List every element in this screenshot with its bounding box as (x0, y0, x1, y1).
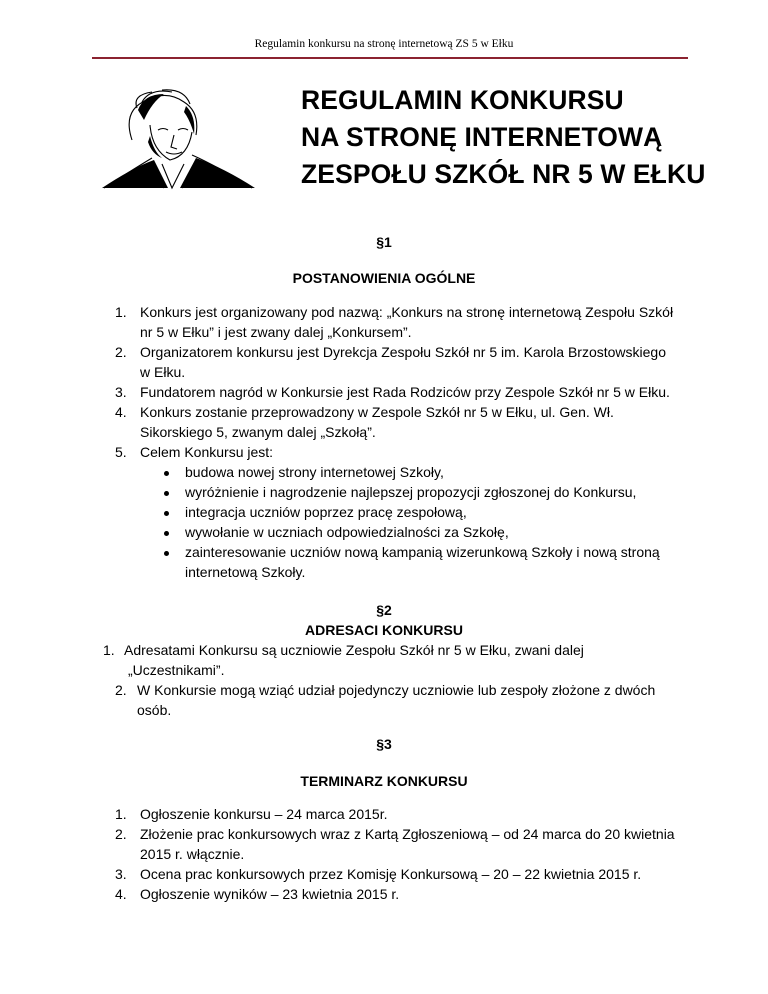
list-item: osób. (137, 702, 172, 718)
list-number: 4. (115, 404, 127, 420)
list-number: 1. (103, 642, 115, 658)
section-symbol: §1 (376, 234, 392, 250)
list-item: Ocena prac konkursowych przez Komisję Konkursową – 20 – 22 kwietnia 2015 r. (140, 866, 642, 882)
title-line: REGULAMIN KONKURSU (301, 85, 624, 115)
bullet-icon (164, 551, 169, 556)
list-item: W Konkursie mogą wziąć udział pojedynczy uczniowie lub zespoły złożone z dwóch (137, 682, 656, 698)
section-heading: POSTANOWIENIA OGÓLNE (292, 270, 476, 286)
bullet-icon (164, 471, 169, 476)
list-item: „Uczestnikami”. (128, 662, 225, 678)
list-item: w Ełku. (140, 364, 186, 380)
list-item: 2015 r. włącznie. (140, 846, 245, 862)
section-symbol: §2 (376, 602, 392, 618)
section-symbol: §3 (376, 736, 392, 752)
bullet-item: budowa nowej strony internetowej Szkoły, (185, 464, 444, 480)
section-heading: TERMINARZ KONKURSU (300, 773, 468, 789)
section-heading: ADRESACI KONKURSU (305, 622, 463, 638)
list-number: 2. (115, 344, 127, 360)
page-header: Regulamin konkursu na stronę internetową ZS 5 w Ełku (254, 38, 514, 50)
list-item: Fundatorem nagród w Konkursie jest Rada Rodziców przy Zespole Szkół nr 5 w Ełku. (140, 384, 670, 400)
bullet-icon (164, 491, 169, 496)
list-number: 1. (115, 304, 127, 320)
list-item: Sikorskiego 5, zwanym dalej „Szkołą”. (140, 424, 376, 440)
list-item: Złożenie prac konkursowych wraz z Kartą Zgłoszeniową – od 24 marca do 20 kwietnia (140, 826, 675, 842)
bullet-icon (164, 511, 169, 516)
bullet-item: internetową Szkoły. (185, 564, 306, 580)
list-item: Celem Konkursu jest: (140, 444, 274, 460)
list-item: Ogłoszenie wyników – 23 kwietnia 2015 r. (140, 886, 400, 902)
bullet-item: wywołanie w uczniach odpowiedzialności za Szkołę, (185, 524, 509, 540)
bullet-icon (164, 531, 169, 536)
list-number: 1. (115, 806, 127, 822)
title-line: ZESPOŁU SZKÓŁ NR 5 W EŁKU (301, 159, 706, 189)
list-number: 3. (115, 866, 127, 882)
bullet-item: wyróżnienie i nagrodzenie najlepszej propozycji zgłoszonej do Konkursu, (185, 484, 637, 500)
list-number: 2. (115, 826, 127, 842)
header-divider (92, 57, 688, 59)
document-title (301, 82, 705, 193)
list-number: 2. (115, 682, 127, 698)
list-number: 4. (115, 886, 127, 902)
list-number: 3. (115, 384, 127, 400)
list-item: Organizatorem konkursu jest Dyrekcja Zespołu Szkół nr 5 im. Karola Brzostowskiego (140, 344, 666, 360)
title-line: NA STRONĘ INTERNETOWĄ (301, 122, 663, 152)
list-item: Konkurs zostanie przeprowadzony w Zespole Szkół nr 5 w Ełku, ul. Gen. Wł. (140, 404, 614, 420)
portrait-engraving (92, 80, 267, 190)
bullet-item: integracja uczniów poprzez pracę zespołową, (185, 504, 467, 520)
list-item: Ogłoszenie konkursu – 24 marca 2015r. (140, 806, 388, 822)
list-item: Konkurs jest organizowany pod nazwą: „Konkurs na stronę internetową Zespołu Szkół (140, 304, 674, 320)
bullet-item: zainteresowanie uczniów nową kampanią wizerunkową Szkoły i nową stroną (185, 544, 660, 560)
list-number: 5. (115, 444, 127, 460)
list-item: nr 5 w Ełku” i jest zwany dalej „Konkursem”. (140, 324, 412, 340)
list-item: Adresatami Konkursu są uczniowie Zespołu Szkół nr 5 w Ełku, zwani dalej (124, 642, 584, 658)
